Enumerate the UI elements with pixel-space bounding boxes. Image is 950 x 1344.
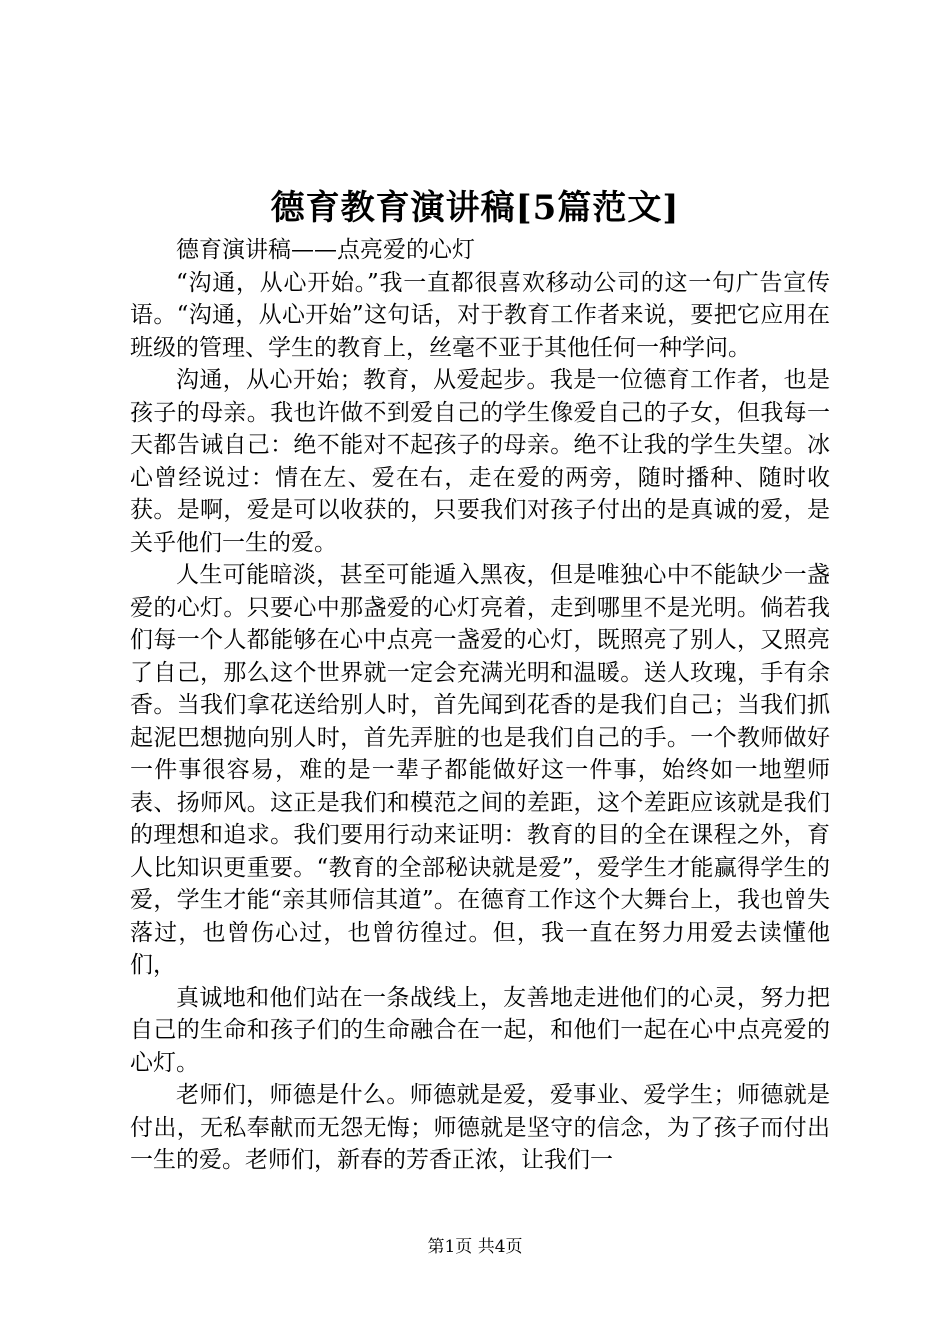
subtitle-paragraph: 德育演讲稿——点亮爱的心灯 bbox=[176, 237, 475, 263]
body-paragraph-5: 老师们，师德是什么。师德就是爱，爱事业、爱学生；师德就是付出，无私奉献而无怨无悔；师德就是坚守的信念，为了孩子而付出一生的爱。老师们，新春的芳香正浓，让我们一 bbox=[130, 1082, 830, 1173]
body-paragraph-1: “沟通，从心开始。”我一直都很喜欢移动公司的这一句广告宣传语。“沟通，从心开始”这句话，对于教育工作者来说，要把它应用在班级的管理、学生的教育上，丝毫不亚于其他任何一种学问。 bbox=[130, 269, 830, 361]
document-body bbox=[130, 234, 830, 1177]
page-number-footer: 第1页 共4页 bbox=[427, 1237, 523, 1257]
body-paragraph-3: 人生可能暗淡，甚至可能遁入黑夜，但是唯独心中不能缺少一盏爱的心灯。只要心中那盏爱的心灯亮着，走到哪里不是光明。倘若我们每一个人都能够在心中点亮一盏爱的心灯，既照亮了别人，又照亮了自己，那么这个世界就一定会充满光明和温暖。送人玫瑰，手有余香。当我们拿花送给别人时，首先闻到花香的是我们自己；当我们抓起泥巴想抛向别人时，首先弄脏的也是我们自己的手。一个教师做好一件事很容易，难的是一辈子都能做好这一件事，始终如一地塑师表、扬师风。这正是我们和模范之间的差距，这个差距应该就是我们的理想和追求。我们要用行动来证明：教育的目的全在课程之外，育人比知识更重要。“教育的全部秘诀就是爱”，爱学生才能赢得学生的爱，学生才能“亲其师信其道”。在德育工作这个大舞台上，我也曾失落过，也曾伤心过，也曾彷徨过。但，我一直在努力用爱去读懂他们， bbox=[130, 562, 830, 978]
body-paragraph-4: 真诚地和他们站在一条战线上，友善地走进他们的心灵，努力把自己的生命和孩子们的生命融合在一起，和他们一起在心中点亮爱的心灯。 bbox=[130, 984, 830, 1076]
body-paragraph-2: 沟通，从心开始；教育，从爱起步。我是一位德育工作者，也是孩子的母亲。我也许做不到爱自己的学生像爱自己的子女，但我每一天都告诫自己：绝不能对不起孩子的母亲。绝不让我的学生失望。冰心曾经说过：情在左、爱在右，走在爱的两旁，随时播种、随时收获。是啊，爱是可以收获的，只要我们对孩子付出的是真诚的爱，是关乎他们一生的爱。 bbox=[130, 367, 830, 556]
document-title: 德育教育演讲稿[5篇范文] bbox=[270, 188, 680, 228]
